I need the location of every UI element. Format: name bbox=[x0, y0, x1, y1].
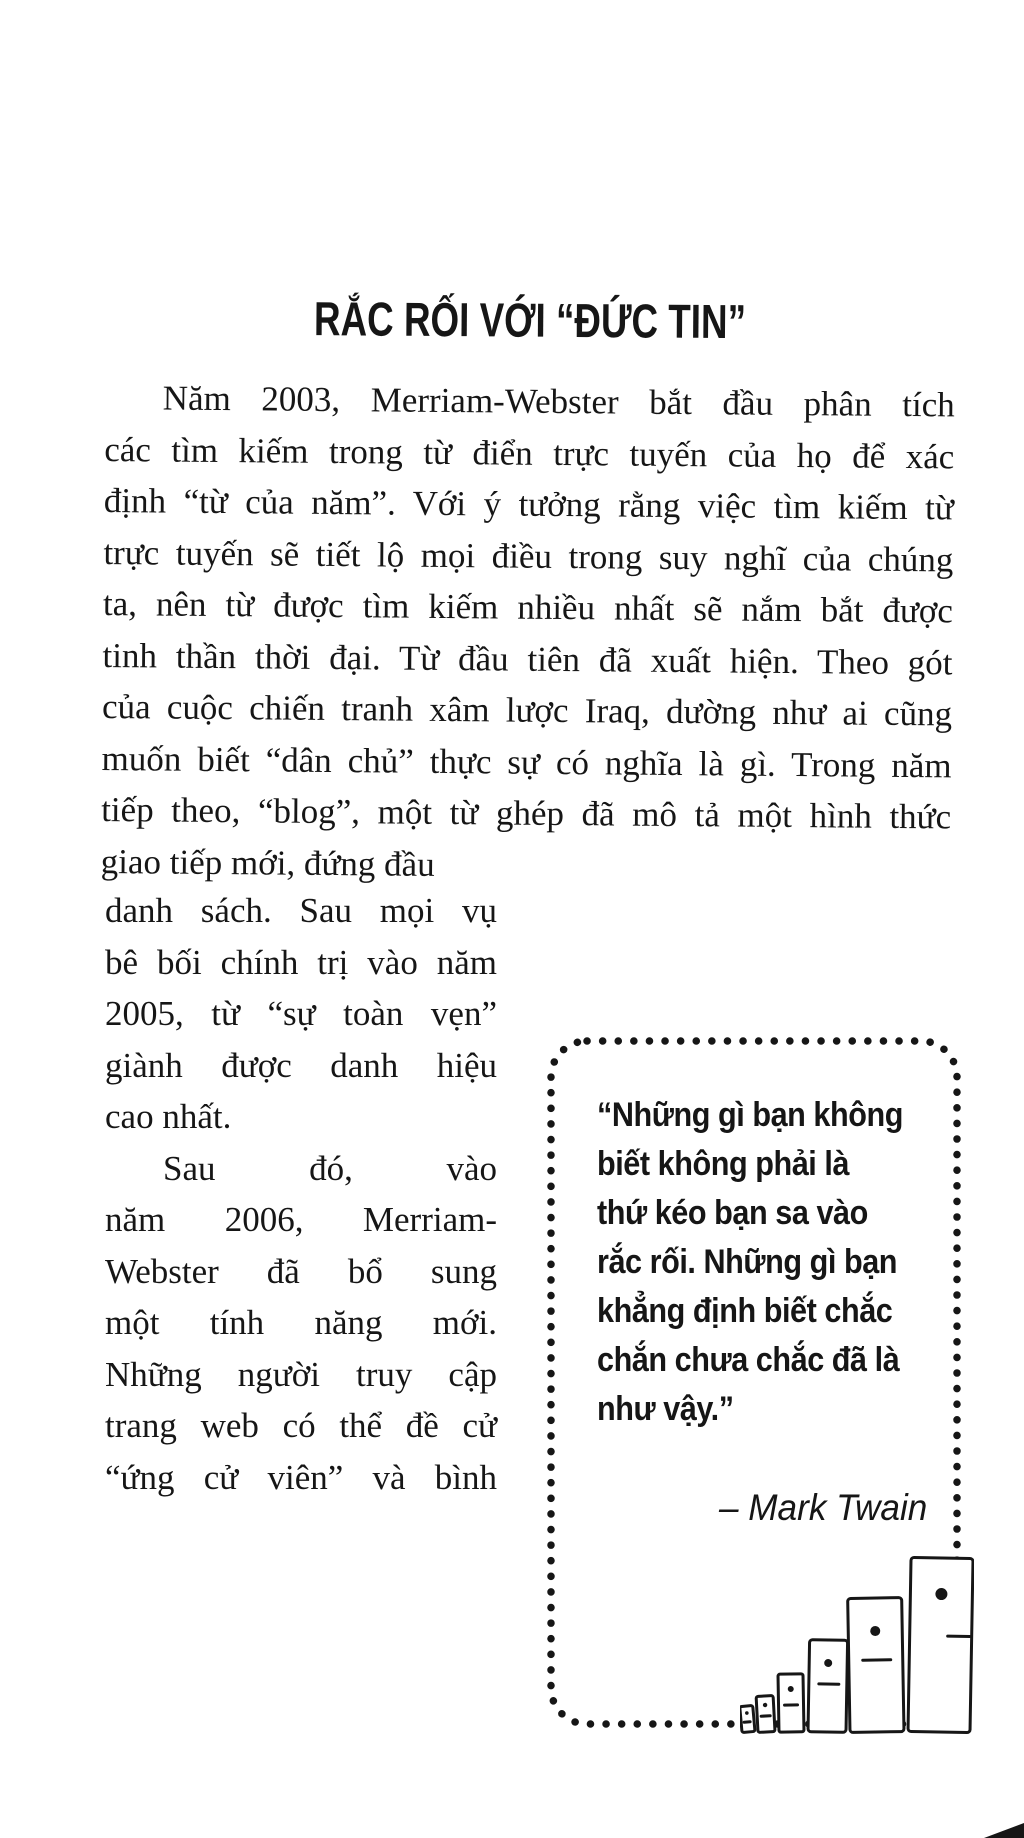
text-line: năm 2006, Merriam- bbox=[105, 1200, 497, 1239]
text-line: một tính năng mới. bbox=[105, 1303, 497, 1342]
text-line: “ứng cử viên” và bình bbox=[105, 1457, 497, 1497]
chapter-title-text: RẮC RỐI VỚI “ĐỨC TIN” bbox=[313, 291, 747, 349]
text-line: trực tuyến sẽ tiết lộ mọi điều trong suy nghĩ của chúng bbox=[103, 532, 954, 579]
quote-attribution: – Mark Twain bbox=[718, 1487, 927, 1528]
text-line: Năm 2003, Merriam-Webster bắt đầu phân tích bbox=[162, 378, 955, 425]
text-line: rắc rối. Những gì bạn bbox=[597, 1243, 898, 1281]
text-line: Những người truy cập bbox=[105, 1354, 497, 1394]
text-line: danh sách. Sau mọi vụ bbox=[105, 891, 497, 930]
text-line: ta, nên từ được tìm kiếm nhiều nhất sẽ nắm bắt được bbox=[102, 583, 954, 631]
text-line: biết không phải là bbox=[597, 1145, 850, 1183]
text-line: 2005, từ “sự toàn vẹn” bbox=[105, 994, 497, 1033]
text-line: giành được danh hiệu bbox=[105, 1045, 497, 1085]
page-corner-mark bbox=[984, 1823, 1024, 1838]
body-text-column bbox=[105, 885, 497, 1503]
text-line: như vậy.” bbox=[597, 1390, 734, 1428]
text-line: cao nhất. bbox=[105, 1097, 232, 1136]
body-paragraph bbox=[101, 372, 955, 894]
chapter-title bbox=[105, 291, 955, 349]
quote-text bbox=[597, 1091, 914, 1434]
text-line: tinh thần thời đại. Từ đầu tiên đã xuất hiện. Theo gót bbox=[102, 635, 953, 682]
text-line: của cuộc chiến tranh xâm lược Iraq, dường như ai cũng bbox=[101, 686, 953, 734]
text-line: Webster đã bổ sung bbox=[105, 1251, 497, 1291]
text-line: trang web có thể đề cử bbox=[105, 1406, 497, 1445]
text-line: các tìm kiếm trong từ điển trực tuyến của họ để xác bbox=[104, 429, 955, 476]
text-line: khẳng định biết chắc bbox=[597, 1292, 893, 1330]
text-line: bê bối chính trị vào năm bbox=[105, 942, 497, 982]
text-line: Sau đó, vào bbox=[163, 1148, 497, 1188]
text-line: thứ kéo bạn sa vào bbox=[597, 1194, 868, 1232]
text-line: “Những gì bạn không bbox=[597, 1096, 903, 1134]
text-line: giao tiếp mới, đứng đầu bbox=[100, 841, 435, 884]
text-line: chắn chưa chắc đã là bbox=[597, 1341, 900, 1379]
text-line: tiếp theo, “blog”, một từ ghép đã mô tả một hình thức bbox=[101, 789, 952, 837]
text-line: định “từ của năm”. Với ý tưởng rằng việc tìm kiếm từ bbox=[103, 480, 955, 528]
text-line: muốn biết “dân chủ” thực sự có nghĩa là gì. Trong năm bbox=[101, 738, 952, 785]
devices-stack-icon bbox=[740, 1542, 974, 1738]
